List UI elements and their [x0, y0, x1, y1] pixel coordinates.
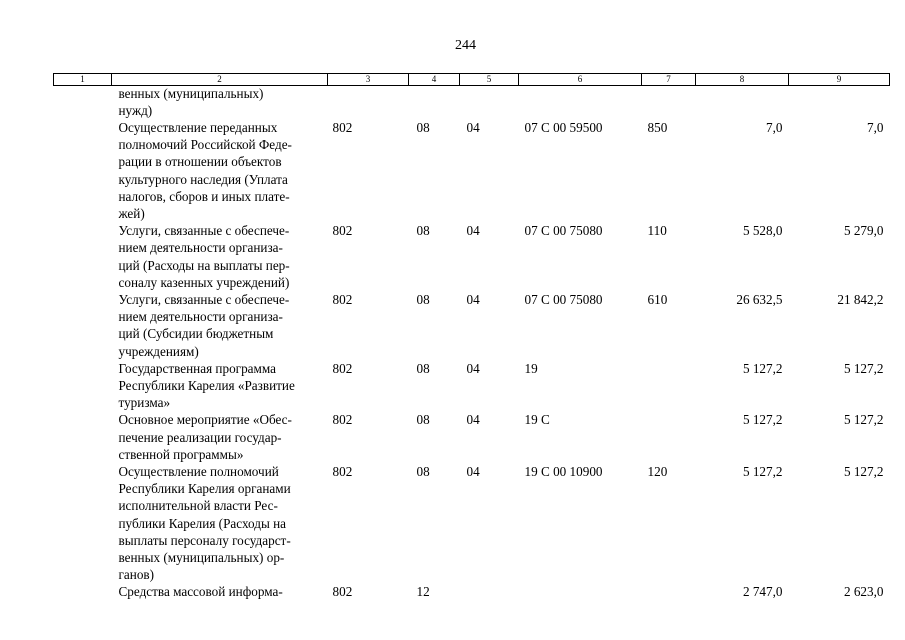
cell-section	[409, 86, 460, 120]
cell-amount-year-1: 5 528,0	[742, 223, 783, 239]
cell-amount-year-1: 5 127,2	[742, 412, 783, 428]
cell-name: Основное мероприятие «Обес- печение реализации государ- ственной программы»	[118, 412, 292, 462]
cell-expense-type: 120	[647, 464, 668, 480]
page-number: 244	[455, 38, 476, 53]
cell-admin-code: 802	[332, 360, 353, 376]
cell-amount-year-2	[789, 86, 890, 120]
cell-target-article: 07 С 00 75080	[524, 223, 603, 239]
cell-number	[54, 222, 112, 291]
cell-subsection: 04	[466, 360, 480, 376]
cell-subsection	[460, 86, 519, 120]
column-header-7: 7	[642, 74, 696, 86]
cell-amount-year-2: 7,0	[867, 120, 884, 135]
cell-amount-year-2: 5 127,2	[843, 464, 884, 480]
cell-expense-type: 610	[647, 292, 668, 308]
column-header-3: 3	[328, 74, 409, 86]
table-row	[54, 119, 890, 222]
cell-amount-year-1: 26 632,5	[736, 292, 783, 308]
table-row	[54, 411, 890, 463]
cell-admin-code: 802	[332, 412, 353, 428]
cell-target-article: 07 С 00 59500	[524, 120, 603, 135]
table-row	[54, 222, 890, 291]
cell-subsection	[460, 583, 519, 600]
cell-admin-code: 802	[332, 292, 353, 308]
column-number-header-row	[54, 74, 890, 86]
cell-number	[54, 86, 112, 120]
cell-target-article: 19	[524, 360, 538, 376]
column-header-9: 9	[789, 74, 890, 86]
cell-name: Осуществление переданных полномочий Российской Феде- рации в отношении объектов культурного наследия (Уплата налогов, сборов и иных плате- жей)	[118, 120, 292, 222]
cell-expense-type	[642, 360, 696, 412]
cell-section: 08	[416, 292, 430, 308]
cell-amount-year-1: 2 747,0	[742, 584, 783, 600]
cell-expense-type	[642, 583, 696, 600]
column-header-5: 5	[460, 74, 519, 86]
column-header-4: 4	[409, 74, 460, 86]
cell-target-article	[519, 86, 642, 120]
cell-target-article: 19 С 00 10900	[524, 464, 603, 480]
cell-amount-year-1: 5 127,2	[742, 360, 783, 376]
cell-name: Осуществление полномочий Республики Карелия органами исполнительной власти Рес- публики Карелия (Расходы на выплаты персоналу государст- венных (муниципальных) ор- ганов)	[118, 464, 291, 583]
cell-section: 08	[416, 464, 430, 480]
cell-name: Государственная программа Республики Карелия «Развитие туризма»	[118, 360, 295, 411]
cell-section: 08	[416, 412, 430, 428]
table-row	[54, 360, 890, 412]
cell-number	[54, 291, 112, 360]
cell-number	[54, 360, 112, 412]
cell-admin-code: 802	[332, 223, 353, 239]
table-row	[54, 583, 890, 600]
cell-amount-year-2: 2 623,0	[843, 584, 884, 600]
table-row	[54, 463, 890, 583]
cell-section: 08	[416, 360, 430, 376]
cell-number	[54, 583, 112, 600]
cell-amount-year-2: 5 127,2	[843, 360, 884, 376]
cell-expense-type: 850	[647, 120, 668, 135]
cell-expense-type	[642, 411, 696, 463]
cell-amount-year-1: 5 127,2	[742, 464, 783, 480]
cell-name: Услуги, связанные с обеспече- нием деятельности организа- ций (Расходы на выплаты пер- соналу казенных учреждений)	[118, 223, 290, 290]
cell-subsection: 04	[466, 464, 480, 480]
cell-subsection: 04	[466, 223, 480, 239]
cell-subsection: 04	[466, 292, 480, 308]
cell-target-article: 19 С	[524, 412, 550, 428]
cell-target-article: 07 С 00 75080	[524, 292, 603, 308]
cell-admin-code: 802	[332, 584, 353, 600]
cell-section: 08	[416, 223, 430, 239]
cell-amount-year-2: 5 127,2	[843, 412, 884, 428]
cell-amount-year-2: 21 842,2	[837, 292, 884, 308]
cell-name: Услуги, связанные с обеспече- нием деятельности организа- ций (Субсидии бюджетным учреждениям)	[118, 292, 290, 359]
cell-number	[54, 119, 112, 222]
table-row	[54, 291, 890, 360]
cell-expense-type: 110	[647, 223, 667, 239]
cell-name: Средства массовой информа-	[118, 584, 283, 600]
cell-section: 12	[416, 584, 430, 600]
column-header-8: 8	[696, 74, 789, 86]
cell-name: венных (муниципальных) нужд)	[118, 86, 264, 118]
cell-amount-year-1: 7,0	[766, 120, 783, 135]
cell-target-article	[519, 583, 642, 600]
column-header-6: 6	[519, 74, 642, 86]
column-header-1: 1	[54, 74, 112, 86]
cell-admin-code	[328, 86, 409, 120]
cell-amount-year-1	[696, 86, 789, 120]
cell-expense-type	[642, 86, 696, 120]
cell-number	[54, 411, 112, 463]
cell-number	[54, 463, 112, 583]
cell-subsection: 04	[466, 120, 480, 135]
budget-table	[53, 73, 890, 601]
cell-admin-code: 802	[332, 464, 353, 480]
table-row	[54, 86, 890, 120]
cell-section: 08	[416, 120, 430, 135]
cell-subsection: 04	[466, 412, 480, 428]
cell-amount-year-2: 5 279,0	[843, 223, 884, 239]
cell-admin-code: 802	[332, 120, 353, 135]
column-header-2: 2	[112, 74, 328, 86]
